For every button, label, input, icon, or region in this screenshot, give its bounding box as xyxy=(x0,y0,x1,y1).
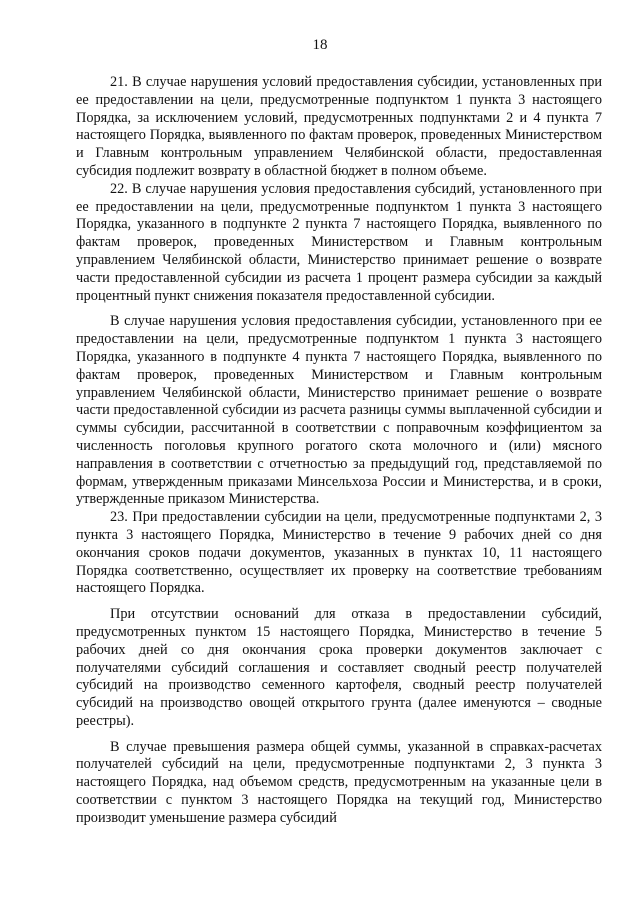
paragraph-23: 23. При предоставлении субсидии на цели, предусмотренные подпунктами 2, 3 пункта 3 настоящего Порядка, Министерство в течение 9 рабочих дней со дня окончания сроков подачи документов, указанных в пунктах 10, 11 настоящего Порядка соответственно, осуществляет их проверку на соответствие требованиям настоящего Порядка. xyxy=(76,509,602,597)
paragraph-22-continuation: В случае нарушения условия предоставления субсидии, установленного при ее предоставлении на цели, предусмотренные подпунктом 1 пункта 3 настоящего Порядка, указанного в подпункте 4 пункта 7 настоящего Порядка, выявленного по фактам проверок, проведенных Министерством и Главным контрольным управлением Челябинской области, Министерство принимает решение о возврате части предоставленной субсидии из расчета разницы суммы выплаченной субсидии и суммы субсидии, рассчитанной в соответствии с поправочным коэффициентом за численность поголовья крупного рогатого скота молочного и (или) мясного направления в соответствии с отчетностью за предыдущий год, представляемой по формам, утвержденным приказами Минсельхоза России и Министерства, и в сроки, утвержденные приказом Министерства. xyxy=(76,313,602,508)
document-body xyxy=(76,74,602,828)
paragraph-22: 22. В случае нарушения условия предоставления субсидий, установленного при ее предоставлении на цели, предусмотренные подпунктом 1 пункта 3 настоящего Порядка, указанного в подпункте 2 пункта 7 настоящего Порядка, выявленного по фактам проверок, проведенных Министерством и Главным контрольным управлением Челябинской области, Министерство принимает решение о возврате части предоставленной субсидии из расчета 1 процент размера субсидии за каждый процентный пункт снижения показателя предоставленной субсидии. xyxy=(76,180,602,304)
page-number: 18 xyxy=(312,37,328,53)
paragraph-21: 21. В случае нарушения условий предоставления субсидии, установленных при ее предоставлении на цели, предусмотренные подпунктом 1 пункта 3 настоящего Порядка, за исключением условий, предусмотренных подпунктами 2 и 4 пункта 7 настоящего Порядка, выявленного по фактам проверок, проведенных Министерством и Главным контрольным управлением Челябинской области, предоставленная субсидия подлежит возврату в областной бюджет в полном объеме. xyxy=(76,74,602,179)
paragraph-23-excess: В случае превышения размера общей суммы, указанной в справках-расчетах получателей субсидий на цели, предусмотренные подпунктами 2, 3 пункта 3 настоящего Порядка, над объемом средств, предусмотренным на указанные цели в соответствии с пунктом 3 настоящего Порядка на текущий год, Министерство производит уменьшение размера субсидий xyxy=(76,738,602,826)
paragraph-23-agreements: При отсутствии оснований для отказа в предоставлении субсидий, предусмотренных пунктом 15 настоящего Порядка, Министерство в течение 5 рабочих дней со дня окончания срока проверки документов заключает с получателями субсидий соглашения и составляет сводный реестр получателей субсидий на производство семенного картофеля, сводный реестр получателей субсидий на производство овощей открытого грунта (далее именуются – сводные реестры). xyxy=(76,606,602,729)
